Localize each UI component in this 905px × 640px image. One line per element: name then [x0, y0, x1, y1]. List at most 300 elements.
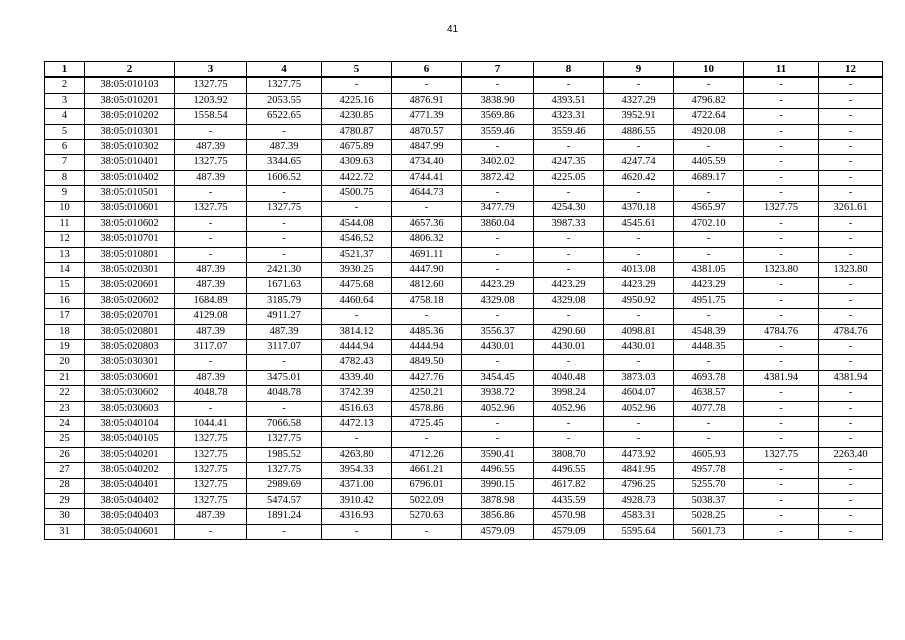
table-cell: 3930.25 — [322, 263, 392, 278]
table-row — [45, 293, 883, 308]
table-cell: 4784.76 — [744, 324, 819, 339]
table-cell: - — [744, 93, 819, 108]
table-cell: 8 — [45, 170, 85, 185]
table-cell: 4849.50 — [392, 355, 462, 370]
table-row — [45, 155, 883, 170]
table-cell: 4098.81 — [604, 324, 674, 339]
table-cell: 3814.12 — [322, 324, 392, 339]
table-cell: 38:05:010301 — [85, 124, 175, 139]
table-cell: 19 — [45, 340, 85, 355]
table-cell: - — [462, 139, 534, 154]
table-cell: - — [322, 309, 392, 324]
table-cell: 38:05:010601 — [85, 201, 175, 216]
table-cell: 4578.86 — [392, 401, 462, 416]
table-cell: - — [819, 77, 883, 93]
table-cell: - — [744, 155, 819, 170]
table-row — [45, 509, 883, 524]
table-cell: - — [175, 355, 247, 370]
table-cell: 6796.01 — [392, 478, 462, 493]
table-cell: 4370.18 — [604, 201, 674, 216]
table-cell: 4521.37 — [322, 247, 392, 262]
table-cell: 4460.64 — [322, 293, 392, 308]
table-cell: 4052.96 — [604, 401, 674, 416]
table-cell: 38:05:030601 — [85, 370, 175, 385]
table-row — [45, 109, 883, 124]
table-cell: - — [819, 232, 883, 247]
table-cell: 4423.29 — [604, 278, 674, 293]
table-cell: - — [175, 524, 247, 539]
table-cell: 3954.33 — [322, 463, 392, 478]
table-cell: 3872.42 — [462, 170, 534, 185]
table-cell: 3117.07 — [247, 340, 322, 355]
table-cell: - — [819, 139, 883, 154]
table-cell: - — [604, 309, 674, 324]
table-cell: 4496.55 — [462, 463, 534, 478]
table-cell: 3938.72 — [462, 386, 534, 401]
table-cell: 1327.75 — [247, 463, 322, 478]
table-cell: 38:05:040402 — [85, 493, 175, 508]
table-cell: 1327.75 — [744, 447, 819, 462]
table-cell: 4423.29 — [674, 278, 744, 293]
table-cell: 4758.18 — [392, 293, 462, 308]
table-cell: - — [175, 232, 247, 247]
table-cell: 4847.99 — [392, 139, 462, 154]
table-cell: 1323.80 — [819, 263, 883, 278]
table-cell: - — [744, 509, 819, 524]
table-cell: - — [534, 186, 604, 201]
table-cell: 3556.37 — [462, 324, 534, 339]
table-cell: 3856.86 — [462, 509, 534, 524]
table-cell: - — [534, 77, 604, 93]
table-cell: 4423.29 — [534, 278, 604, 293]
table-row — [45, 232, 883, 247]
data-table — [44, 61, 883, 540]
table-cell: 5028.25 — [674, 509, 744, 524]
table-cell: 3952.91 — [604, 109, 674, 124]
table-cell: 4247.35 — [534, 155, 604, 170]
table-cell: 4702.10 — [674, 216, 744, 231]
table-cell: 4725.45 — [392, 416, 462, 431]
table-cell: 4405.59 — [674, 155, 744, 170]
table-cell: 4077.78 — [674, 401, 744, 416]
table-cell: 4744.41 — [392, 170, 462, 185]
table-cell: - — [819, 124, 883, 139]
table-cell: - — [744, 463, 819, 478]
table-cell: - — [534, 139, 604, 154]
table-cell: - — [744, 309, 819, 324]
table-cell: 4225.05 — [534, 170, 604, 185]
table-cell: - — [392, 524, 462, 539]
column-header: 5 — [322, 62, 392, 78]
table-cell: 2 — [45, 77, 85, 93]
table-cell: - — [674, 416, 744, 431]
table-cell: 28 — [45, 478, 85, 493]
table-cell: 1606.52 — [247, 170, 322, 185]
table-cell: 4430.01 — [462, 340, 534, 355]
table-cell: - — [819, 355, 883, 370]
table-cell: 4381.94 — [819, 370, 883, 385]
table-cell: 2053.55 — [247, 93, 322, 108]
table-cell: 4339.40 — [322, 370, 392, 385]
table-cell: - — [392, 77, 462, 93]
table-cell: - — [744, 109, 819, 124]
table-cell: - — [744, 186, 819, 201]
table-cell: 4579.09 — [534, 524, 604, 539]
table-cell: - — [175, 186, 247, 201]
table-cell: 4247.74 — [604, 155, 674, 170]
table-cell: 4290.60 — [534, 324, 604, 339]
table-cell: 4040.48 — [534, 370, 604, 385]
table-cell: 4381.05 — [674, 263, 744, 278]
table-cell: - — [462, 416, 534, 431]
table-cell: 4579.09 — [462, 524, 534, 539]
table-row — [45, 416, 883, 431]
table-cell: - — [322, 201, 392, 216]
table-cell: - — [462, 77, 534, 93]
table-cell: 38:05:010201 — [85, 93, 175, 108]
table-cell: 27 — [45, 463, 85, 478]
table-cell: 4722.64 — [674, 109, 744, 124]
table-cell: - — [534, 232, 604, 247]
table-cell: 4052.96 — [534, 401, 604, 416]
table-cell: 38:05:020801 — [85, 324, 175, 339]
table-cell: 487.39 — [175, 278, 247, 293]
table-cell: 38:05:020601 — [85, 278, 175, 293]
table-cell: 1044.41 — [175, 416, 247, 431]
table-cell: 26 — [45, 447, 85, 462]
table-cell: 4444.94 — [322, 340, 392, 355]
table-cell: 6 — [45, 139, 85, 154]
table-cell: 4886.55 — [604, 124, 674, 139]
table-cell: 1327.75 — [175, 201, 247, 216]
table-cell: - — [819, 170, 883, 185]
table-cell: 4516.63 — [322, 401, 392, 416]
table-cell: 487.39 — [247, 139, 322, 154]
table-cell: 487.39 — [175, 170, 247, 185]
table-cell: - — [604, 355, 674, 370]
table-cell: - — [604, 77, 674, 93]
table-cell: - — [744, 493, 819, 508]
table-cell: 4734.40 — [392, 155, 462, 170]
table-cell: 5022.09 — [392, 493, 462, 508]
table-cell: - — [744, 216, 819, 231]
table-cell: - — [819, 401, 883, 416]
table-cell: 38:05:030602 — [85, 386, 175, 401]
table-cell: 4475.68 — [322, 278, 392, 293]
table-cell: 21 — [45, 370, 85, 385]
table-cell: 3860.04 — [462, 216, 534, 231]
table-cell: - — [534, 432, 604, 447]
table-cell: 4371.00 — [322, 478, 392, 493]
table-row — [45, 386, 883, 401]
table-cell: - — [744, 355, 819, 370]
table-cell: 38:05:010501 — [85, 186, 175, 201]
table-cell: - — [462, 247, 534, 262]
table-cell: - — [674, 432, 744, 447]
table-cell: 4545.61 — [604, 216, 674, 231]
table-cell: - — [819, 278, 883, 293]
table-cell: 487.39 — [175, 370, 247, 385]
table-cell: 38:05:030301 — [85, 355, 175, 370]
column-header: 2 — [85, 62, 175, 78]
page-number: 41 — [446, 24, 459, 35]
table-row — [45, 478, 883, 493]
table-cell: - — [534, 309, 604, 324]
table-cell: - — [392, 432, 462, 447]
table-cell: - — [604, 186, 674, 201]
table-cell: 38:05:010602 — [85, 216, 175, 231]
table-cell: 3477.79 — [462, 201, 534, 216]
table-cell: 4254.30 — [534, 201, 604, 216]
table-cell: 18 — [45, 324, 85, 339]
table-cell: 4323.31 — [534, 109, 604, 124]
table-cell: - — [604, 416, 674, 431]
table-cell: 4548.39 — [674, 324, 744, 339]
table-cell: 23 — [45, 401, 85, 416]
table-cell: - — [247, 355, 322, 370]
table-cell: 3878.98 — [462, 493, 534, 508]
table-cell: 3402.02 — [462, 155, 534, 170]
table-cell: - — [392, 309, 462, 324]
table-cell: - — [744, 432, 819, 447]
table-body — [45, 77, 883, 539]
table-cell: 38:05:010202 — [85, 109, 175, 124]
table-cell: 38:05:040601 — [85, 524, 175, 539]
table-cell: 3838.90 — [462, 93, 534, 108]
table-cell: 4675.89 — [322, 139, 392, 154]
table-row — [45, 77, 883, 93]
table-cell: 38:05:010701 — [85, 232, 175, 247]
table-cell: 4329.08 — [534, 293, 604, 308]
table-cell: 29 — [45, 493, 85, 508]
table-cell: - — [462, 263, 534, 278]
table-cell: - — [175, 216, 247, 231]
table-cell: 4423.29 — [462, 278, 534, 293]
table-cell: 4870.57 — [392, 124, 462, 139]
column-header: 12 — [819, 62, 883, 78]
table-cell: 4048.78 — [175, 386, 247, 401]
table-row — [45, 247, 883, 262]
table-cell: 6522.65 — [247, 109, 322, 124]
table-cell: 1985.52 — [247, 447, 322, 462]
table-cell: - — [744, 293, 819, 308]
table-cell: 487.39 — [175, 324, 247, 339]
table-cell: - — [674, 77, 744, 93]
table-cell: 3808.70 — [534, 447, 604, 462]
table-cell: 3344.65 — [247, 155, 322, 170]
table-cell: 4712.26 — [392, 447, 462, 462]
table-cell: - — [744, 232, 819, 247]
table-cell: 4796.25 — [604, 478, 674, 493]
table-cell: - — [744, 278, 819, 293]
table-row — [45, 93, 883, 108]
table-cell: - — [744, 77, 819, 93]
table-cell: 1327.75 — [175, 447, 247, 462]
table-cell: 3873.03 — [604, 370, 674, 385]
table-cell: - — [462, 232, 534, 247]
table-cell: 1327.75 — [175, 463, 247, 478]
table-cell: 4812.60 — [392, 278, 462, 293]
table-cell: 4620.42 — [604, 170, 674, 185]
table-cell: 1327.75 — [247, 201, 322, 216]
table-cell: - — [322, 524, 392, 539]
table-cell: - — [462, 432, 534, 447]
table-cell: - — [819, 186, 883, 201]
table-cell: 1327.75 — [175, 493, 247, 508]
table-cell: 1327.75 — [247, 77, 322, 93]
table-cell: 5255.70 — [674, 478, 744, 493]
table-cell: 4393.51 — [534, 93, 604, 108]
table-cell: 1323.80 — [744, 263, 819, 278]
table-row — [45, 432, 883, 447]
table-cell: - — [175, 124, 247, 139]
table-cell: - — [744, 139, 819, 154]
table-cell: - — [247, 124, 322, 139]
table-cell: - — [247, 232, 322, 247]
table-cell: 4920.08 — [674, 124, 744, 139]
table-cell: - — [674, 355, 744, 370]
table-cell: 4782.43 — [322, 355, 392, 370]
table-cell: 4950.92 — [604, 293, 674, 308]
table-cell: 5270.63 — [392, 509, 462, 524]
table-cell: 4604.07 — [604, 386, 674, 401]
table-cell: - — [247, 186, 322, 201]
table-cell: 3569.86 — [462, 109, 534, 124]
table-cell: 13 — [45, 247, 85, 262]
table-cell: 16 — [45, 293, 85, 308]
table-cell: - — [819, 340, 883, 355]
column-header: 3 — [175, 62, 247, 78]
table-cell: 4771.39 — [392, 109, 462, 124]
table-cell: 487.39 — [175, 509, 247, 524]
table-cell: - — [674, 186, 744, 201]
table-cell: 3990.15 — [462, 478, 534, 493]
table-cell: 4570.98 — [534, 509, 604, 524]
table-cell: - — [744, 340, 819, 355]
table-cell: - — [534, 247, 604, 262]
table-cell: - — [247, 247, 322, 262]
table-cell: 38:05:010302 — [85, 139, 175, 154]
table-row — [45, 170, 883, 185]
table-cell: 1684.89 — [175, 293, 247, 308]
table-cell: - — [392, 201, 462, 216]
table-cell: 5601.73 — [674, 524, 744, 539]
table-cell: 5038.37 — [674, 493, 744, 508]
table-cell: 1558.54 — [175, 109, 247, 124]
table-cell: 1327.75 — [744, 201, 819, 216]
table-cell: 3185.79 — [247, 293, 322, 308]
table-row — [45, 493, 883, 508]
column-header: 8 — [534, 62, 604, 78]
table-cell: - — [744, 416, 819, 431]
table-cell: - — [819, 93, 883, 108]
column-header: 1 — [45, 62, 85, 78]
table-cell: 1327.75 — [175, 478, 247, 493]
table-cell: 4657.36 — [392, 216, 462, 231]
table-cell: 4052.96 — [462, 401, 534, 416]
table-cell: - — [744, 401, 819, 416]
table-cell: - — [744, 524, 819, 539]
table-cell: 3998.24 — [534, 386, 604, 401]
table-cell: - — [819, 493, 883, 508]
table-cell: - — [462, 309, 534, 324]
table-cell: 4806.32 — [392, 232, 462, 247]
table-cell: 4316.93 — [322, 509, 392, 524]
table-cell: 4605.93 — [674, 447, 744, 462]
table-cell: 10 — [45, 201, 85, 216]
table-cell: - — [247, 216, 322, 231]
table-cell: 4689.17 — [674, 170, 744, 185]
table-row — [45, 355, 883, 370]
table-cell: 487.39 — [175, 139, 247, 154]
table-cell: 4444.94 — [392, 340, 462, 355]
table-cell: 38:05:010801 — [85, 247, 175, 262]
table-cell: 20 — [45, 355, 85, 370]
table-cell: - — [819, 432, 883, 447]
table-cell: 5595.64 — [604, 524, 674, 539]
table-cell: 4583.31 — [604, 509, 674, 524]
table-cell: - — [744, 247, 819, 262]
table-cell: 17 — [45, 309, 85, 324]
table-cell: 4911.27 — [247, 309, 322, 324]
table-cell: 4329.08 — [462, 293, 534, 308]
column-header: 7 — [462, 62, 534, 78]
table-cell: 4448.35 — [674, 340, 744, 355]
table-cell: 4546.52 — [322, 232, 392, 247]
table-cell: 4430.01 — [604, 340, 674, 355]
table-row — [45, 201, 883, 216]
table-cell: 4309.63 — [322, 155, 392, 170]
table-cell: 4957.78 — [674, 463, 744, 478]
table-cell: - — [744, 478, 819, 493]
column-header: 9 — [604, 62, 674, 78]
table-cell: 3559.46 — [462, 124, 534, 139]
table-row — [45, 263, 883, 278]
table-cell: - — [744, 170, 819, 185]
table-cell: 38:05:020803 — [85, 340, 175, 355]
table-cell: 1203.92 — [175, 93, 247, 108]
table-row — [45, 370, 883, 385]
table-cell: - — [247, 401, 322, 416]
table-cell: 1891.24 — [247, 509, 322, 524]
table-cell: - — [819, 216, 883, 231]
table-cell: 2989.69 — [247, 478, 322, 493]
table-cell: 4427.76 — [392, 370, 462, 385]
table-cell: - — [604, 432, 674, 447]
table-cell: 1327.75 — [175, 155, 247, 170]
table-cell: - — [819, 247, 883, 262]
table-row — [45, 139, 883, 154]
table-cell: 4617.82 — [534, 478, 604, 493]
table-cell: 4447.90 — [392, 263, 462, 278]
table-cell: 4327.29 — [604, 93, 674, 108]
column-header: 11 — [744, 62, 819, 78]
table-cell: 7066.58 — [247, 416, 322, 431]
table-cell: 2421.30 — [247, 263, 322, 278]
table-cell: - — [175, 401, 247, 416]
table-cell: 38:05:020602 — [85, 293, 175, 308]
table-cell: 4013.08 — [604, 263, 674, 278]
table-row — [45, 447, 883, 462]
table-row — [45, 278, 883, 293]
table-cell: 1327.75 — [247, 432, 322, 447]
table-cell: 4422.72 — [322, 170, 392, 185]
table-cell: 4876.91 — [392, 93, 462, 108]
table-cell: 4129.08 — [175, 309, 247, 324]
table-cell: 4928.73 — [604, 493, 674, 508]
table-cell: 4263.80 — [322, 447, 392, 462]
table-cell: - — [604, 139, 674, 154]
